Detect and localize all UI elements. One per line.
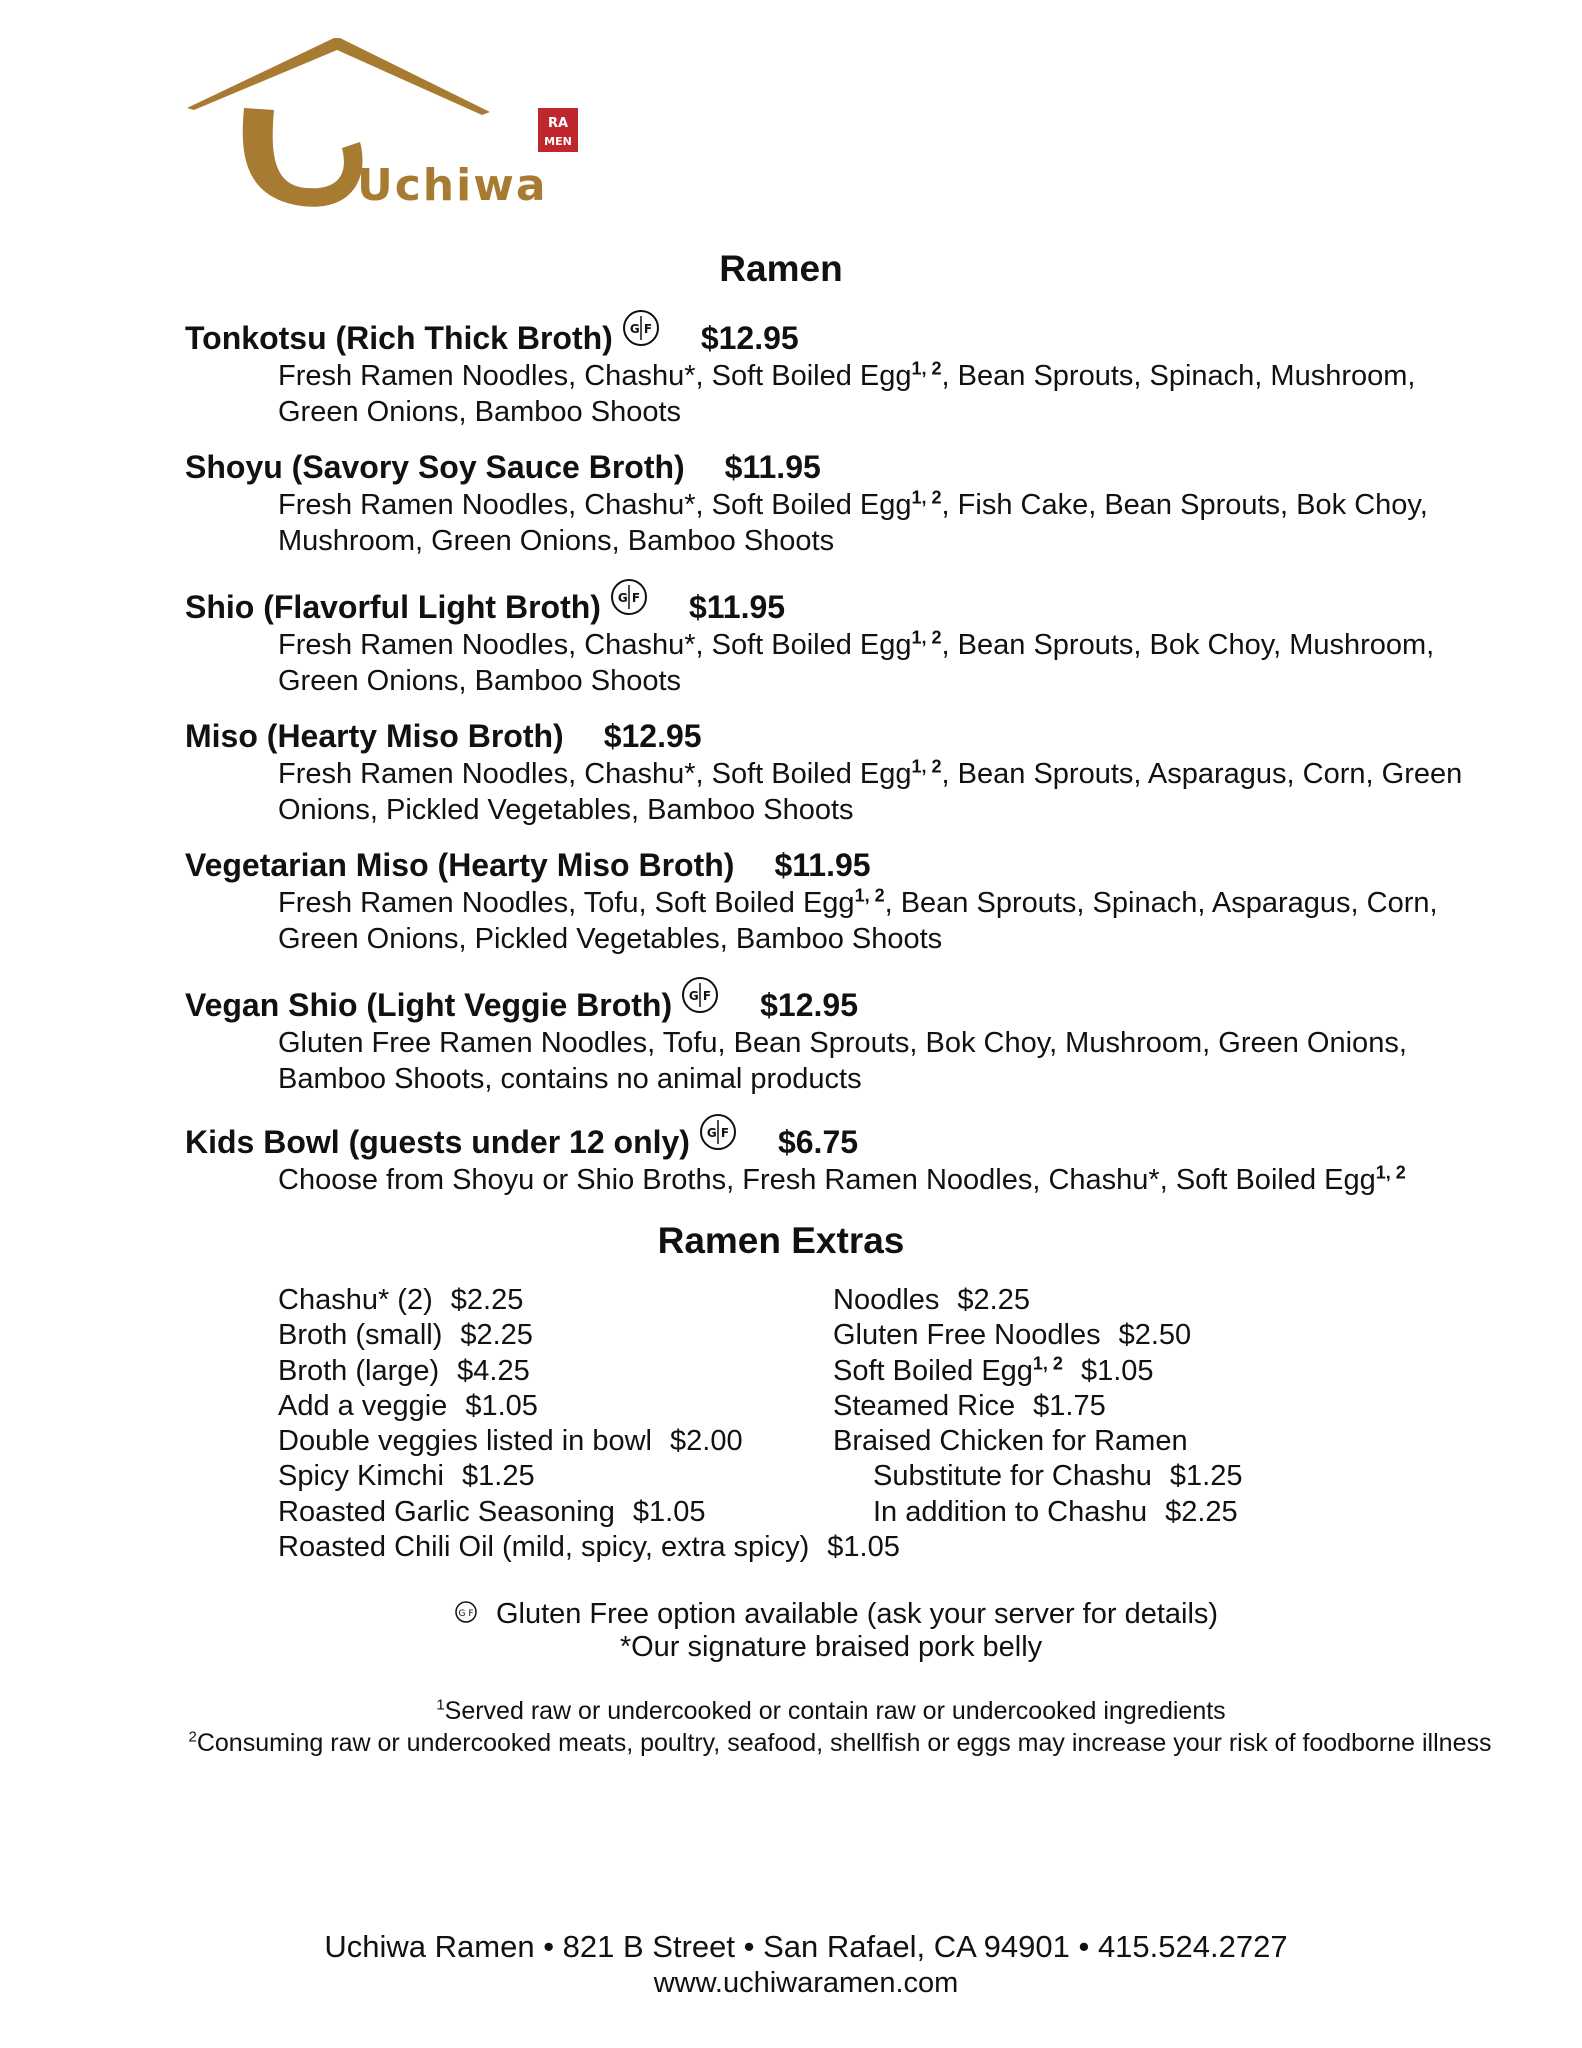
extra-item-label: Chashu* (2) [278, 1284, 433, 1316]
menu-item-header [185, 985, 1475, 1025]
extra-item-label: Broth (large) [278, 1354, 440, 1387]
extra-item-label: Substitute for Chashu [873, 1460, 1152, 1493]
menu-item-price: $12.95 [700, 320, 799, 356]
extra-item-price: $1.05 [632, 1495, 706, 1528]
extra-item-price: $2.00 [670, 1425, 743, 1458]
extra-item [833, 1389, 1353, 1424]
extra-item [833, 1459, 1353, 1494]
extra-item [833, 1283, 1353, 1318]
menu-item-header [185, 447, 1475, 487]
extra-item [278, 1389, 918, 1424]
menu-item-description: Fresh Ramen Noodles, Chashu*, Soft Boiled Egg$^{1, 2}$, Bean Sprouts, Asparagus, Corn, Green Onions, Pickled Vegetables, Bamboo Shoots [278, 756, 1463, 826]
svg-text:MEN: MEN [544, 135, 572, 148]
extra-item: Soft Boiled Egg$^{1, 2}$ $1.05 [833, 1352, 1154, 1387]
extra-item [278, 1459, 918, 1494]
extra-item-label: Steamed Rice [833, 1389, 1016, 1422]
menu-item-name: Shoyu (Savory Soy Sauce Broth) [185, 449, 685, 485]
menu-item-name: Vegan Shio (Light Veggie Broth) [185, 987, 673, 1023]
gluten-free-icon [680, 975, 720, 1024]
extra-item [278, 1495, 918, 1530]
svg-text:G F: G F [458, 1608, 474, 1619]
extra-item-price: $2.25 [1165, 1495, 1238, 1528]
extra-item-label: Double veggies listed in bowl [278, 1425, 652, 1458]
extras-right-column [833, 1283, 1353, 1530]
menu-item-description: Fresh Ramen Noodles, Chashu*, Soft Boiled Egg$^{1, 2}$, Bean Sprouts, Bok Choy, Mushroom, Green Onions, Bamboo Shoots [278, 627, 1435, 697]
gluten-free-note-text: Gluten Free option available (ask your server for details) [495, 1598, 1219, 1630]
menu-item-name: Vegetarian Miso (Hearty Miso Broth) [185, 847, 735, 883]
extra-item-price: $1.05 [827, 1531, 900, 1564]
svg-text:G F: G F [629, 322, 652, 336]
menu-item-header [185, 1122, 1475, 1162]
gluten-free-icon [621, 308, 661, 357]
extra-item-price: $4.25 [457, 1354, 530, 1387]
gluten-free-note [45, 1598, 1582, 1632]
extra-item-label: Add a veggie [278, 1389, 448, 1422]
svg-text:RA: RA [547, 116, 569, 131]
menu-item-name: Kids Bowl (guests under 12 only) [185, 1124, 690, 1160]
extra-item-price: $2.25 [460, 1319, 533, 1352]
svg-text:G F: G F [617, 591, 641, 605]
gluten-free-icon [698, 1112, 738, 1161]
extra-item-label: Soft Boiled Egg [833, 1354, 1033, 1387]
extra-item [278, 1283, 918, 1318]
menu-item-price: $11.95 [724, 449, 821, 485]
extra-item-label: Noodles [833, 1284, 940, 1316]
extra-item-price: $1.75 [1033, 1389, 1106, 1422]
menu-item [185, 318, 1475, 430]
extra-item-price: $1.25 [462, 1460, 535, 1493]
extra-item-price: $1.05 [1080, 1354, 1154, 1387]
extra-item-label: In addition to Chashu [873, 1495, 1148, 1528]
extra-item-label: Spicy Kimchi [278, 1460, 444, 1493]
menu-item-header [185, 318, 1475, 358]
extra-item-price: $1.05 [465, 1389, 538, 1422]
menu-item-description: Fresh Ramen Noodles, Chashu*, Soft Boiled Egg$^{1, 2}$, Fish Cake, Bean Sprouts, Bok Choy, Mushroom, Green Onions, Bamboo Shoots [278, 487, 1428, 557]
extra-item-label: Braised Chicken for Ramen [833, 1425, 1188, 1458]
footnote-2: $^2$Consuming raw or undercooked meats, poultry, seafood, shellfish or eggs may increase your risk of foodborne illness [188, 1728, 1492, 1757]
menu-item-header [185, 716, 1475, 756]
section-title-extras: Ramen Extras [657, 1220, 905, 1261]
menu-item-price: $11.95 [774, 847, 871, 883]
extra-item-price: $2.25 [957, 1284, 1030, 1316]
menu-item-name: Tonkotsu (Rich Thick Broth) [185, 320, 613, 356]
menu-item-header [185, 587, 1475, 627]
svg-text:G F: G F [706, 1126, 730, 1140]
extra-item-price: $1.25 [1169, 1460, 1243, 1493]
svg-text:G F: G F [689, 989, 712, 1003]
extra-item-price: $2.50 [1118, 1319, 1192, 1352]
menu-item-description: Gluten Free Ramen Noodles, Tofu, Bean Sprouts, Bok Choy, Mushroom, Green Onions, Bamboo Shoots, contains no animal products [278, 1027, 1407, 1095]
extras-left-column [278, 1283, 918, 1565]
menu-item [185, 716, 1475, 828]
menu-item [185, 845, 1475, 957]
gluten-free-icon [609, 577, 649, 626]
section-title-ramen: Ramen [719, 248, 843, 289]
menu-item-price: $6.75 [777, 1124, 859, 1160]
logo-wordmark: Uchiwa [357, 160, 548, 211]
menu-item-description: Fresh Ramen Noodles, Tofu, Soft Boiled Egg$^{1, 2}$, Bean Sprouts, Spinach, Asparagus, Corn, Green Onions, Pickled Vegetables, Bamboo Shoots [278, 885, 1438, 955]
menu-item [185, 1122, 1475, 1198]
menu-item-description: Choose from Shoyu or Shio Broths, Fresh Ramen Noodles, Chashu*, Soft Boiled Egg$^{1, 2}$ [278, 1162, 1406, 1196]
gluten-free-icon [454, 1599, 478, 1632]
extra-item [278, 1354, 918, 1389]
menu-item-description: Fresh Ramen Noodles, Chashu*, Soft Boiled Egg$^{1, 2}$, Bean Sprouts, Spinach, Mushroom, Green Onions, Bamboo Shoots [278, 358, 1416, 428]
extra-item [278, 1424, 918, 1459]
menu-item-name: Miso (Hearty Miso Broth) [185, 718, 564, 754]
menu-item-price: $12.95 [603, 718, 702, 754]
extra-item-label: Roasted Chili Oil (mild, spicy, extra spicy) [278, 1531, 810, 1564]
extra-item-price: $2.25 [450, 1284, 524, 1316]
menu-item-price: $12.95 [760, 987, 858, 1023]
extra-item-label: Gluten Free Noodles [833, 1319, 1101, 1352]
menu-item [185, 985, 1475, 1097]
extra-item [278, 1318, 918, 1353]
menu-item [185, 587, 1475, 699]
extra-item [833, 1424, 1353, 1459]
menu-item-name: Shio (Flavorful Light Broth) [185, 589, 601, 625]
footnote-1: $^1$Served raw or undercooked or contain raw or undercooked ingredients [436, 1696, 1226, 1725]
menu-item-header [185, 845, 1475, 885]
extra-item [833, 1495, 1353, 1530]
extra-item-label: Roasted Garlic Seasoning [278, 1495, 615, 1528]
footer-website: www.uchiwaramen.com [653, 1967, 959, 1999]
extra-item [278, 1530, 918, 1565]
extra-item-label: Broth (small) [278, 1319, 443, 1352]
menu-item [185, 447, 1475, 559]
extra-item [833, 1318, 1353, 1353]
footer-address: Uchiwa Ramen • 821 B Street • San Rafael, CA 94901 • 415.524.2727 [324, 1929, 1288, 1964]
signature-note: *Our signature braised pork belly [619, 1631, 1043, 1663]
menu-item-price: $11.95 [688, 589, 786, 625]
